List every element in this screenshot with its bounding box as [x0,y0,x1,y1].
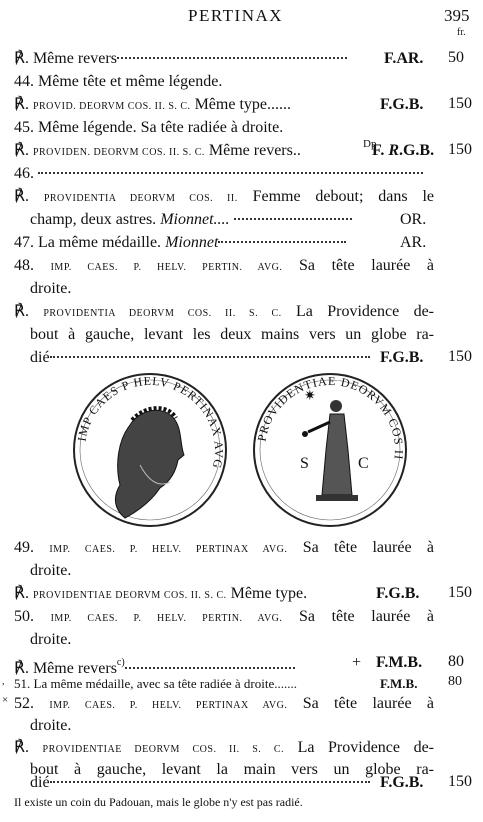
entry-reverse-1: ℟. Même revers [14,49,347,69]
entry-44: 44. Même tête et même légende. [14,73,223,90]
entry-52-reverse: ℟. PROVIDENTIAE DEORVM COS. II. S. C. La Providence de- [14,739,434,756]
entry-46-reverse: ℟. PROVIDENTIA DEORVM COS. II. Femme debout; dans le [14,188,434,205]
price: 150 [448,348,472,365]
metal: OR. [400,211,427,228]
entry-49: 49. IMP. CAES. P. HELV. PERTINAX AVG. Sa tête laurée à [14,539,434,556]
rarity-metal: F.G.B. [380,349,424,366]
running-header: PERTINAX [188,6,284,25]
coin-reverse [254,374,406,526]
reverse-mark: ℟. [14,50,29,67]
price: 150 [448,141,472,158]
price: 50 [448,49,464,66]
margin-tick: , [2,676,5,687]
reverse-legend: PROVIDENTIAE DEORVM COS II [254,373,407,461]
entry-49-cont: droite. [30,562,72,579]
reverse-field-s: S [300,455,309,472]
entry-49-reverse: ℟. PROVIDENTIAE DEORVM COS. II. S. C. Même type. [14,585,308,602]
entry-45: 45. Même légende. Sa tête radiée à droite. [14,119,284,136]
entry-52-cont: droite. [30,717,72,734]
entry-48: 48. IMP. CAES. P. HELV. PERTIN. AVG. Sa tête laurée à [14,257,435,274]
rarity-metal: F.M.B. [380,676,418,691]
entry-50-reverse: ℟. Même revers$^{c)}$ [14,653,295,679]
rarity-metal: F.G.B. [380,774,424,791]
price: 80 [448,674,462,689]
entry-45-reverse: ℟. PROVIDEN. DEORVM COS. II. S. C. Même revers.. [14,142,301,159]
entry-52-reverse-cont: bout à gauche, levant la main vers un globe ra- [30,761,434,778]
obverse-legend: IMP CAES P HELV PERTINAX AVG [74,373,227,471]
entry-46: 46. [14,164,423,184]
price: 150 [448,584,472,601]
entry-48-reverse-cont: bout à gauche, levant les deux mains vers un globe ra- [30,326,434,343]
entry-50: 50. IMP. CAES. P. HELV. PERTIN. AVG. Sa tête laurée à [14,608,435,625]
entry-48-reverse-end: dié [30,348,370,368]
svg-text:✷: ✷ [304,389,316,404]
page-number: 395 [444,6,470,25]
entry-48-cont: droite. [30,280,72,297]
footnote: Il existe un coin du Padouan, mais le globe n'y est pas radié. [14,795,303,809]
currency-unit: fr. [457,27,466,38]
coin-illustration [60,370,420,530]
metal: AR. [400,234,427,251]
price: 150 [448,773,472,790]
entry-46-reverse-cont: champ, deux astres. Mionnet.... [30,210,352,230]
rarity-metal: F.G.B. [380,96,424,113]
rarity-metal: F. R.G.B. [372,142,435,159]
price: 80 [448,653,464,670]
entry-51: 51. La même médaille, avec sa tête radiée à droite....... [14,676,297,691]
rarity-metal: F.M.B. [376,654,423,671]
rarity-metal: F.G.B. [376,585,420,602]
entry-50-cont: droite. [30,631,72,648]
handwritten-annotation: Dp [363,138,377,150]
reverse-field-c: C [358,455,369,472]
coin-obverse [74,374,226,526]
margin-x-mark: × [2,694,9,706]
rarity-metal: F.AR. [384,50,424,67]
entry-52-reverse-end: dié [30,773,370,793]
entry-47: 47. La même médaille. Mionnet [14,233,346,253]
entry-52: 52. IMP. CAES. P. HELV. PERTINAX AVG. Sa tête laurée à [14,695,434,712]
handwritten-annotation: + [352,654,362,671]
entry-44-reverse: ℟. PROVID. DEORVM COS. II. S. C. Même type...... [14,96,291,113]
entry-48-reverse: ℟. PROVIDENTIA DEORVM COS. II. S. C. La Providence de- [14,303,435,320]
price: 150 [448,95,472,112]
